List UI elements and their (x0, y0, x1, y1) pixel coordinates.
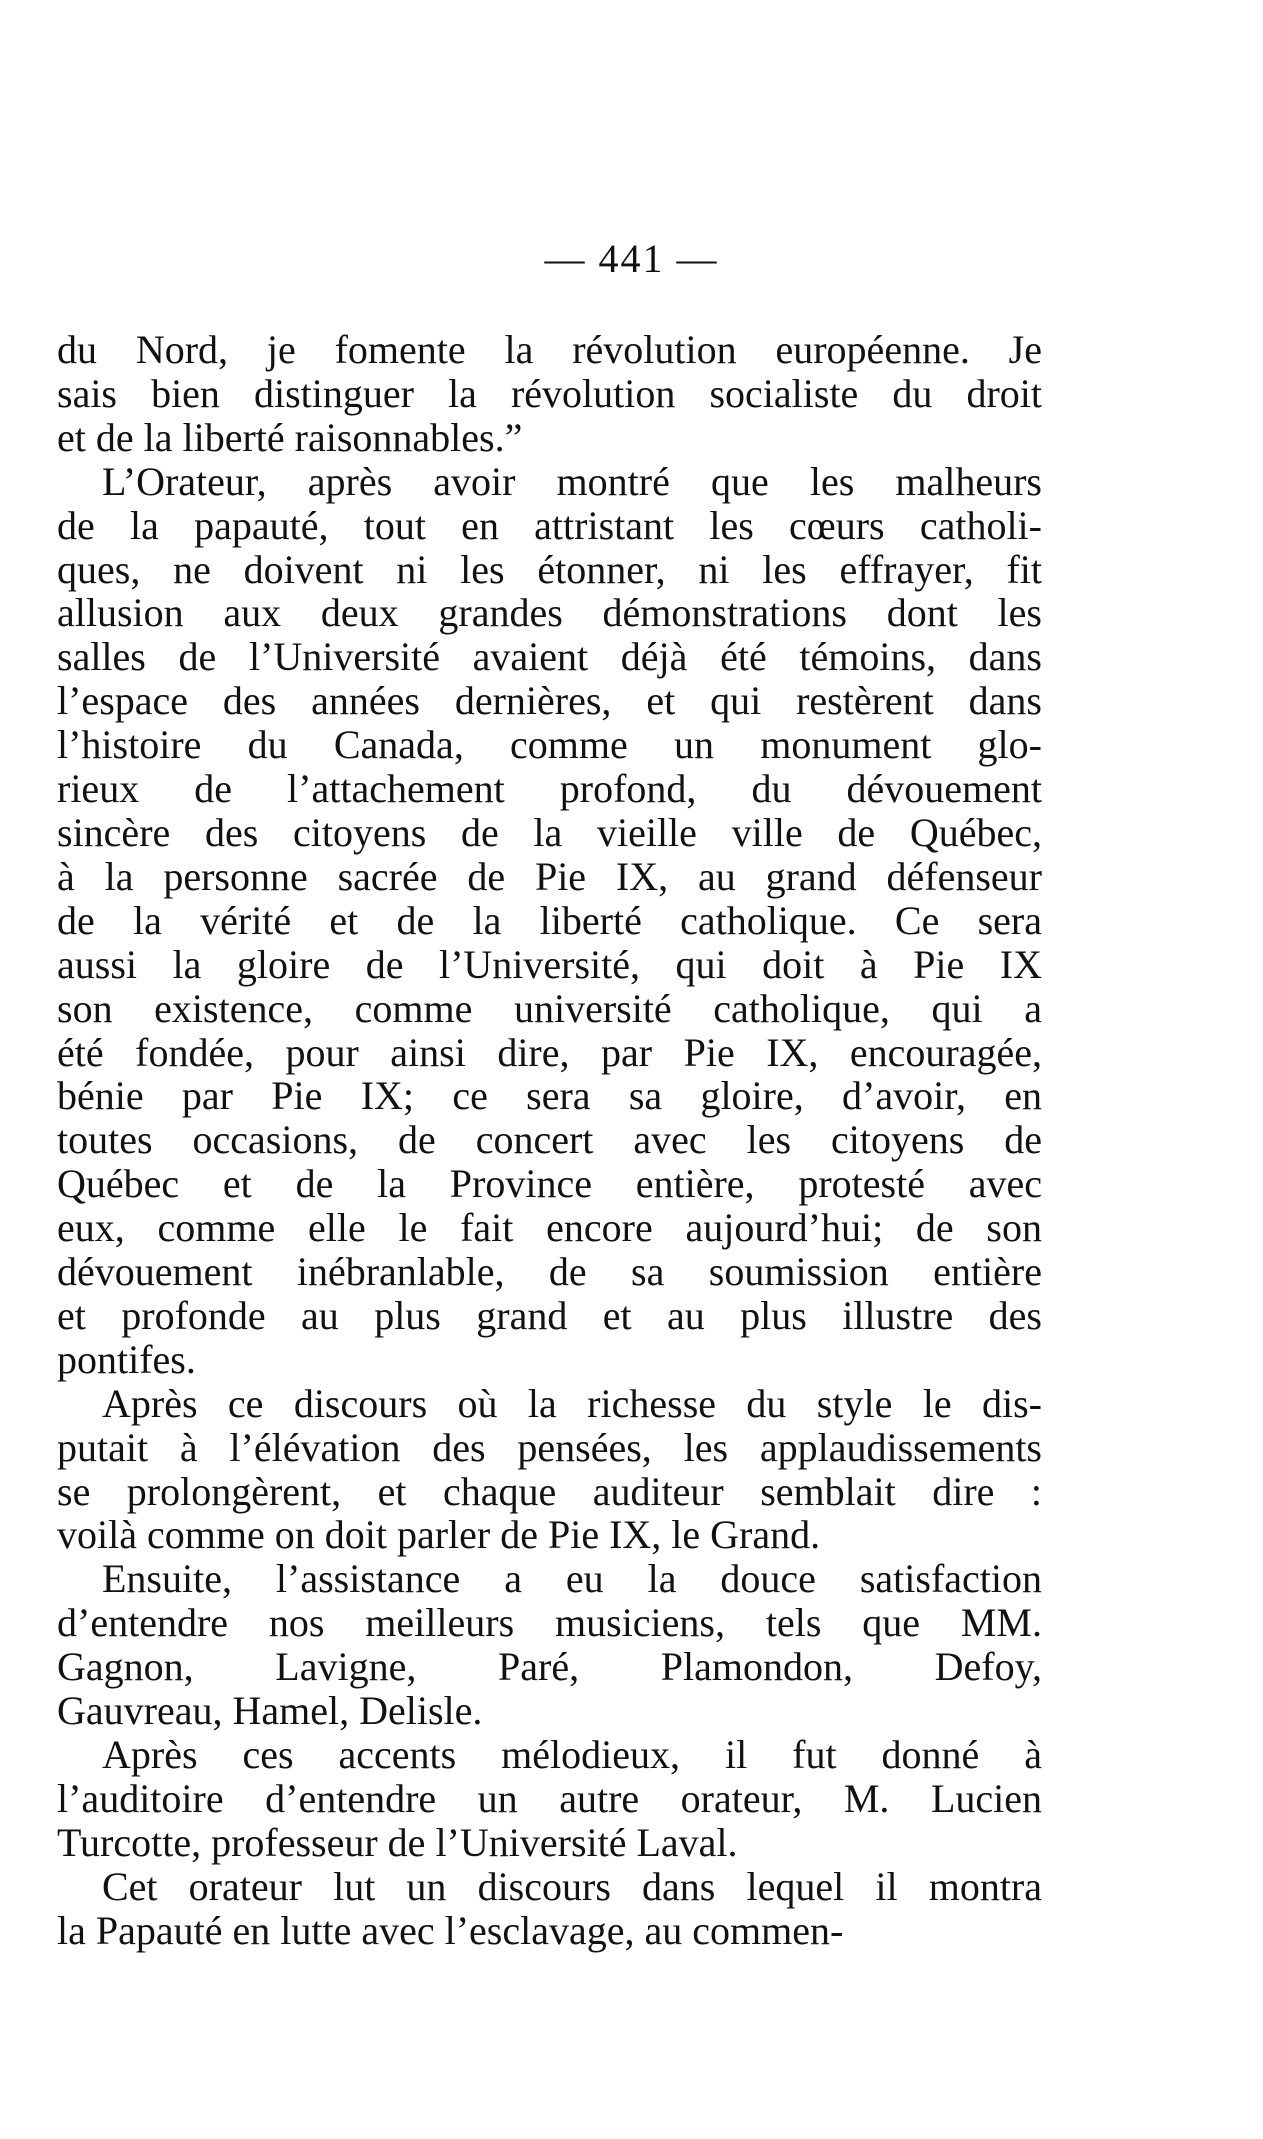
text-line: Gauvreau, Hamel, Delisle. (57, 1688, 483, 1734)
text-line: l’auditoire d’entendre un autre orateur, M. Lucien (57, 1775, 1042, 1821)
paragraph (57, 1733, 1042, 1865)
text-line: L’Orateur, après avoir montré que les malheurs (102, 458, 1042, 504)
paragraph (57, 1865, 1042, 1953)
text-line: Cet orateur lut un discours dans lequel il montra (102, 1863, 1042, 1909)
text-line: du Nord, je fomente la révolution européenne. Je (57, 327, 1042, 372)
text-line: Turcotte, professeur de l’Université Laval. (57, 1819, 738, 1865)
text-line: aussi la gloire de l’Université, qui doit à Pie IX (57, 941, 1042, 987)
text-line: Après ces accents mélodieux, il fut donné à (102, 1732, 1042, 1777)
text-line: allusion aux deux grandes démonstrations dont les (57, 590, 1042, 636)
text-line: de la papauté, tout en attristant les cœurs catholi- (57, 502, 1042, 548)
body-text (57, 328, 1042, 1953)
text-line: et de la liberté raisonnables.” (57, 414, 523, 460)
text-line: l’histoire du Canada, comme un monument glo- (57, 722, 1042, 768)
text-line: Ensuite, l’assistance a eu la douce satisfaction (102, 1556, 1042, 1602)
text-line: d’entendre nos meilleurs musiciens, tels que MM. (57, 1600, 1042, 1646)
text-line: de la vérité et de la liberté catholique. Ce sera (57, 897, 1042, 943)
text-line: pontifes. (57, 1336, 196, 1382)
text-line: à la personne sacrée de Pie IX, au grand défenseur (57, 853, 1042, 899)
text-line: salles de l’Université avaient déjà été témoins, dans (57, 634, 1042, 680)
text-line: toutes occasions, de concert avec les citoyens de (57, 1117, 1042, 1163)
text-line: Gagnon, Lavigne, Paré, Plamondon, Defoy, (57, 1644, 1042, 1690)
text-line: ques, ne doivent ni les étonner, ni les effrayer, fit (57, 546, 1042, 592)
text-line: son existence, comme université catholique, qui a (57, 985, 1042, 1031)
page-number: — 441 — (544, 236, 719, 281)
text-line: voilà comme on doit parler de Pie IX, le Grand. (57, 1512, 821, 1558)
text-line: sais bien distinguer la révolution socialiste du droit (57, 370, 1042, 416)
paragraph (57, 328, 1042, 460)
text-line: l’espace des années dernières, et qui restèrent dans (57, 678, 1042, 724)
text-line: sincère des citoyens de la vieille ville de Québec, (57, 809, 1042, 855)
text-line: putait à l’élévation des pensées, les applaudissements (57, 1424, 1042, 1470)
text-line: la Papauté en lutte avec l’esclavage, au commen- (57, 1907, 844, 1953)
text-line: rieux de l’attachement profond, du dévouement (57, 766, 1042, 812)
text-line: Québec et de la Province entière, protesté avec (57, 1161, 1042, 1207)
text-line: été fondée, pour ainsi dire, par Pie IX, encouragée, (57, 1029, 1042, 1075)
text-line: et profonde au plus grand et au plus illustre des (57, 1292, 1042, 1338)
text-line: bénie par Pie IX; ce sera sa gloire, d’avoir, en (57, 1073, 1042, 1119)
text-line: se prolongèrent, et chaque auditeur semblait dire : (57, 1468, 1042, 1514)
paragraph (57, 460, 1042, 1382)
paragraph (57, 1382, 1042, 1558)
text-line: Après ce discours où la richesse du style le dis- (102, 1380, 1042, 1426)
text-line: dévouement inébranlable, de sa soumission entière (57, 1249, 1042, 1295)
paragraph (57, 1557, 1042, 1733)
text-line: eux, comme elle le fait encore aujourd’hui; de son (57, 1205, 1042, 1251)
